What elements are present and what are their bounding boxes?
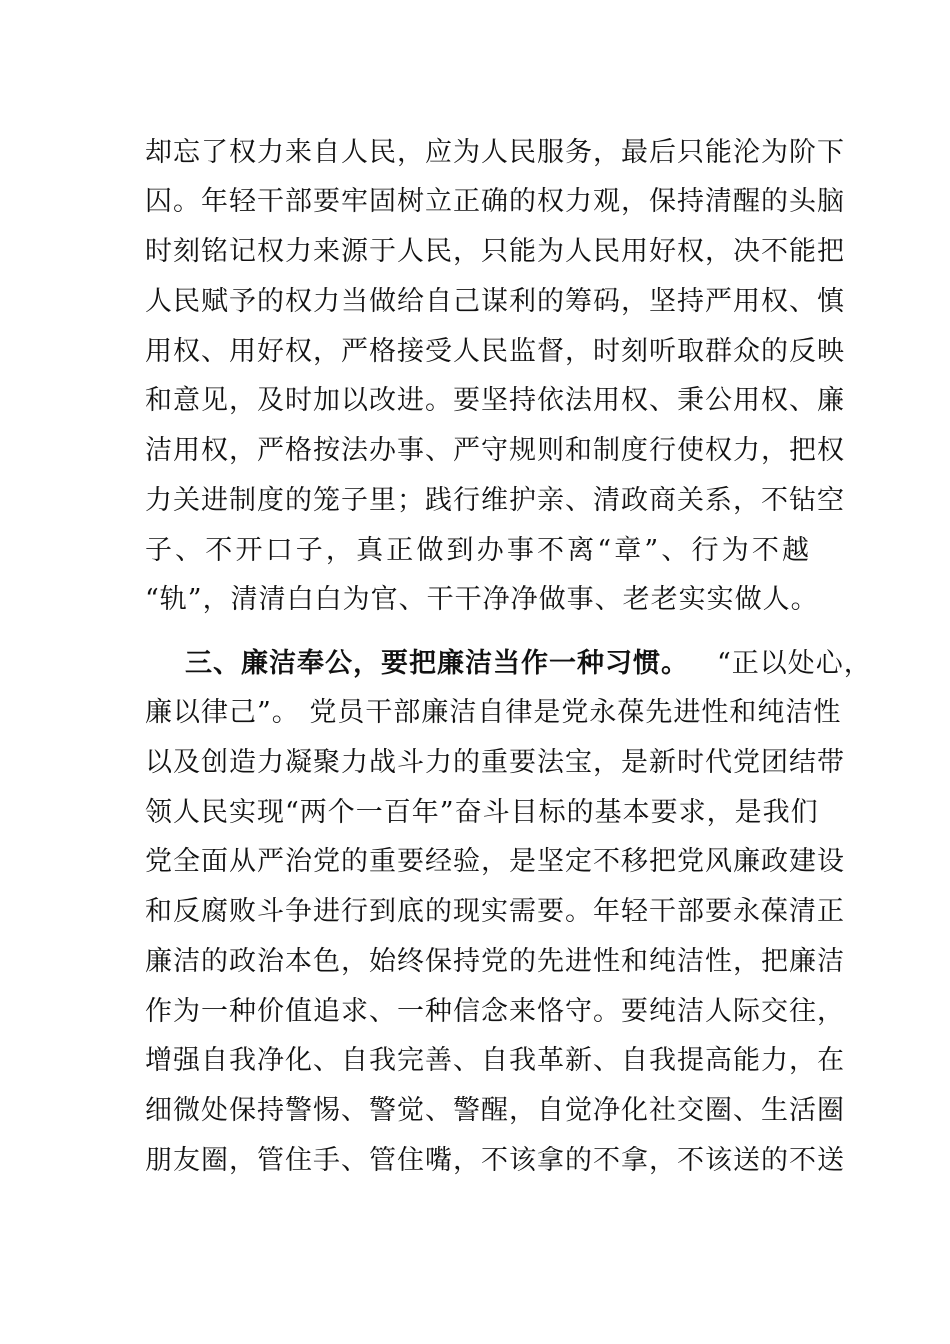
paragraph-line: 朋友圈，管住手、管住嘴，不该拿的不拿，不该送的不送 — [145, 1145, 845, 1176]
paragraph-line: 廉洁的政治本色，始终保持党的先进性和纯洁性，把廉洁 — [145, 946, 845, 977]
paragraph-line: 却忘了权力来自人民，应为人民服务，最后只能沦为阶下 — [145, 137, 845, 168]
paragraph-line: 廉以律己”。 党员干部廉洁自律是党永葆先进性和纯洁性 — [145, 697, 842, 728]
paragraph-line: 人民赋予的权力当做给自己谋利的筹码，坚持严用权、慎 — [145, 286, 845, 317]
paragraph-line: 作为一种价值追求、一种信念来恪守。要纯洁人际交往， — [145, 996, 845, 1027]
paragraph-line: 囚。年轻干部要牢固树立正确的权力观，保持清醒的头脑 — [145, 186, 845, 217]
paragraph-line: 和反腐败斗争进行到底的现实需要。年轻干部要永葆清正 — [145, 896, 845, 927]
section-heading: 三、廉洁奉公，要把廉洁当作一种习惯。 — [185, 648, 689, 679]
paragraph-line: 力关进制度的笼子里；践行维护亲、清政商关系，不钻空 — [145, 485, 845, 516]
paragraph-line: 细微处保持警惕、警觉、警醒，自觉净化社交圈、生活圈 — [145, 1095, 845, 1126]
paragraph-line: 和意见，及时加以改进。要坚持依法用权、秉公用权、廉 — [145, 385, 845, 416]
paragraph-line: 党全面从严治党的重要经验，是坚定不移把党风廉政建设 — [145, 846, 845, 877]
paragraph-line: “轨”，清清白白为官、干干净净做事、老老实实做人。 — [145, 584, 819, 615]
paragraph-line: 子、不开口子，真正做到办事不离“章”、行为不越 — [145, 535, 810, 566]
section-heading-quote: “正以处心， — [717, 648, 872, 679]
paragraph-line: 用权、用好权，严格接受人民监督，时刻听取群众的反映 — [145, 336, 845, 367]
paragraph-line: 洁用权，严格按法办事、严守规则和制度行使权力，把权 — [145, 435, 845, 466]
section-heading-line — [185, 644, 872, 684]
paragraph-line: 时刻铭记权力来源于人民，只能为人民用好权，决不能把 — [145, 236, 845, 267]
paragraph-line: 增强自我净化、自我完善、自我革新、自我提高能力，在 — [145, 1045, 845, 1076]
paragraph-line: 以及创造力凝聚力战斗力的重要法宝，是新时代党团结带 — [145, 747, 845, 778]
paragraph-line: 领人民实现“两个一百年”奋斗目标的基本要求，是我们 — [145, 797, 819, 828]
